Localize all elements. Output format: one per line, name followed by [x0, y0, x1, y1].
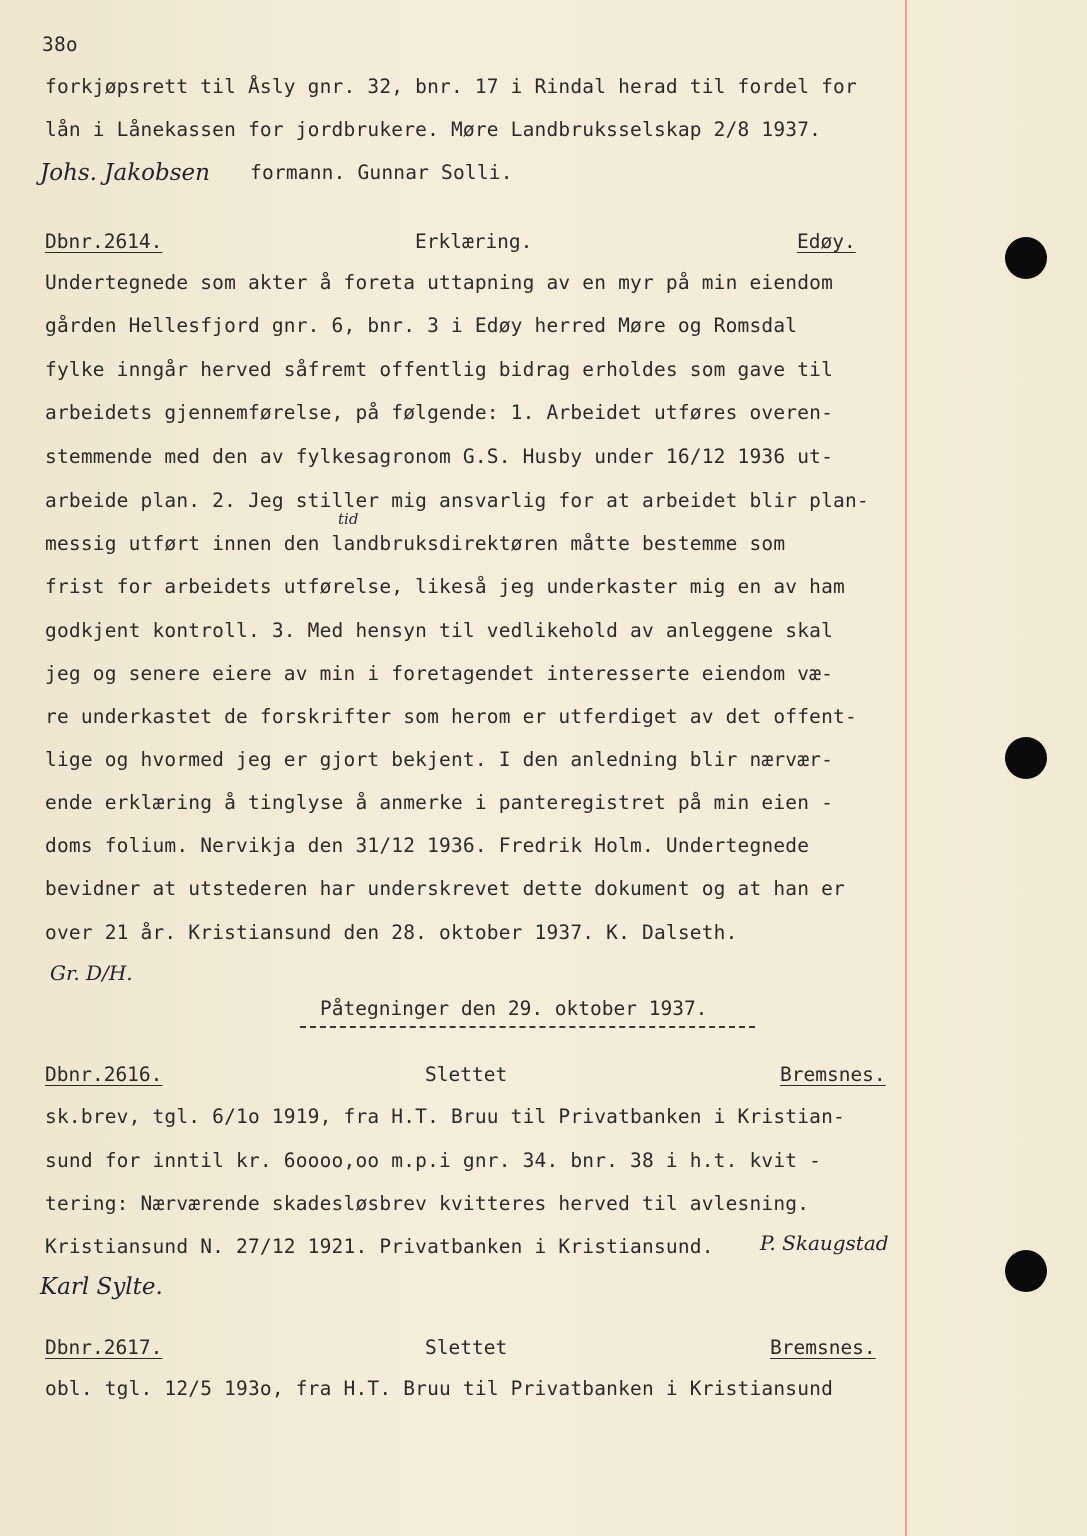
entry-2616-place: Bremsnes. — [780, 1063, 886, 1086]
signature-skaugstad: P. Skaugstad — [760, 1231, 889, 1255]
entry-2614-line-9: godkjent kontroll. 3. Med hensyn til vedlikehold av anleggene skal — [45, 619, 834, 642]
signature-sylte: Karl Sylte. — [40, 1274, 163, 1300]
intro-signature-typed: formann. Gunnar Solli. — [250, 161, 513, 184]
signature-jakobsen: Johs. Jakobsen — [40, 160, 210, 186]
entry-2614-line-6: arbeide plan. 2. Jeg stiller mig ansvarlig for at arbeidet blir plan- — [45, 489, 869, 512]
entry-2614-line-3: fylke inngår herved såfremt offentlig bidrag erholdes som gave til — [45, 358, 834, 381]
entry-2614-line-15: bevidner at utstederen har underskrevet dette dokument og at han er — [45, 877, 845, 900]
section-divider — [300, 1026, 755, 1034]
entry-2617-type: Slettet — [425, 1336, 508, 1359]
entry-2616-dbnr: Dbnr.2616. — [45, 1063, 163, 1086]
entry-2614-line-7: messig utført innen den landbruksdirektøren måtte bestemme som — [45, 532, 786, 555]
inserted-word-tid: tid — [338, 510, 359, 528]
entry-2616-header — [45, 1060, 895, 1092]
intro-line-2: lån i Lånekassen for jordbrukere. Møre Landbruksselskap 2/8 1937. — [45, 118, 822, 141]
entry-2616-type: Slettet — [425, 1063, 508, 1086]
entry-2617-line-1: obl. tgl. 12/5 193o, fra H.T. Bruu til Privatbanken i Kristiansund — [45, 1377, 834, 1400]
punch-hole-bottom — [1005, 1250, 1047, 1292]
punch-hole-top — [1005, 237, 1047, 279]
entry-2614-line-13: ende erklæring å tinglyse å anmerke i panteregistret på min eien - — [45, 791, 834, 814]
entry-2614-line-4: arbeidets gjennemførelse, på følgende: 1. Arbeidet utføres overen- — [45, 401, 834, 424]
section-title: Påtegninger den 29. oktober 1937. — [320, 997, 708, 1020]
entry-2616-line-1: sk.brev, tgl. 6/1o 1919, fra H.T. Bruu til Privatbanken i Kristian- — [45, 1105, 845, 1128]
entry-2616-line-4: Kristiansund N. 27/12 1921. Privatbanken i Kristiansund. — [45, 1235, 714, 1258]
entry-2614-dbnr: Dbnr.2614. — [45, 230, 163, 253]
entry-2616-line-2: sund for inntil kr. 6oooo,oo m.p.i gnr. 34. bnr. 38 i h.t. kvit - — [45, 1149, 822, 1172]
entry-2617-place: Bremsnes. — [770, 1336, 876, 1359]
entry-2617-dbnr: Dbnr.2617. — [45, 1336, 163, 1359]
page-number: 38o — [42, 33, 78, 56]
handwritten-mark: Gr. D/H. — [50, 961, 133, 985]
entry-2614-line-16: over 21 år. Kristiansund den 28. oktober 1937. K. Dalseth. — [45, 921, 738, 944]
entry-2614-line-2: gården Hellesfjord gnr. 6, bnr. 3 i Edøy herred Møre og Romsdal — [45, 314, 798, 337]
intro-line-1: forkjøpsrett til Åsly gnr. 32, bnr. 17 i Rindal herad til fordel for — [45, 75, 857, 98]
entry-2614-line-8: frist for arbeidets utførelse, likeså jeg underkaster mig en av ham — [45, 575, 845, 598]
entry-2614-line-11: re underkastet de forskrifter som herom er utferdiget av det offent- — [45, 705, 857, 728]
entry-2614-line-5: stemmende med den av fylkesagronom G.S. Husby under 16/12 1936 ut- — [45, 445, 834, 468]
red-margin-line — [905, 0, 907, 1536]
entry-2614-header — [45, 227, 895, 259]
entry-2614-line-10: jeg og senere eiere av min i foretagendet interesserte eiendom væ- — [45, 662, 834, 685]
entry-2614-line-12: lige og hvormed jeg er gjort bekjent. I den anledning blir nærvær- — [45, 748, 834, 771]
entry-2617-header — [45, 1333, 895, 1365]
entry-2616-line-3: tering: Nærværende skadesløsbrev kvitteres herved til avlesning. — [45, 1192, 810, 1215]
entry-2614-type: Erklæring. — [415, 230, 533, 253]
punch-hole-middle — [1005, 737, 1047, 779]
entry-2614-line-1: Undertegnede som akter å foreta uttapning av en myr på min eiendom — [45, 271, 834, 294]
entry-2614-place: Edøy. — [797, 230, 856, 253]
entry-2614-line-14: doms folium. Nervikja den 31/12 1936. Fredrik Holm. Undertegnede — [45, 834, 810, 857]
